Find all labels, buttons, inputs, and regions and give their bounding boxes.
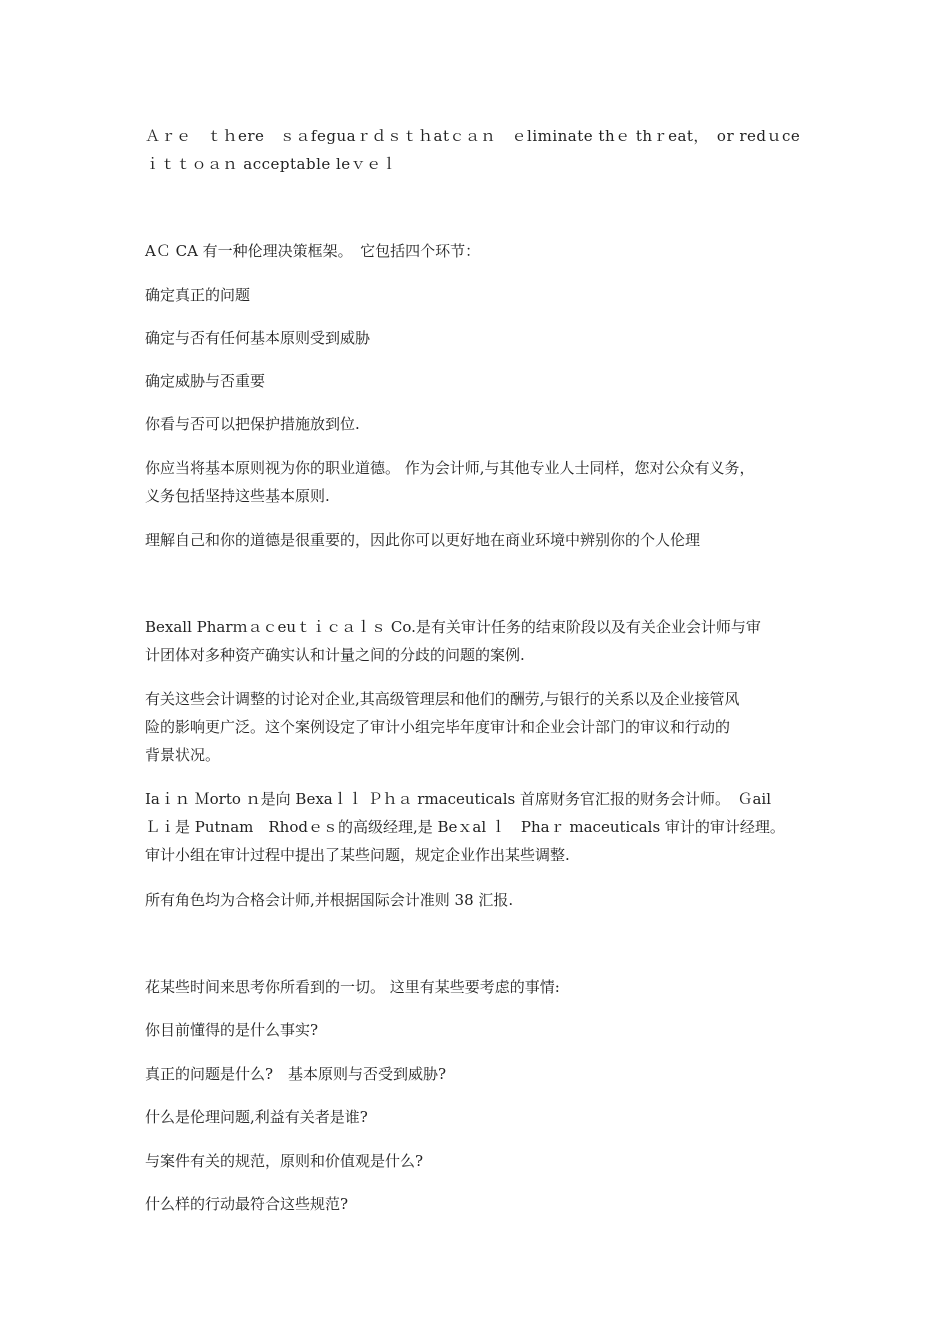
step-item: 你看与否可以把保护措施放到位. (145, 415, 360, 433)
understanding-paragraph: 理解自己和你的道德是很重要的，因此你可以更好地在商业环境中辨别你的个人伦理 (145, 531, 701, 549)
step-item: 确定威胁与否重要 (145, 372, 266, 390)
question-item: 你目前懂得的是什么事实? (145, 1021, 319, 1039)
question-item: 什么是伦理问题,利益有关者是谁? (145, 1108, 368, 1126)
question-item: 真正的问题是什么? 基本原则与否受到威胁? (145, 1065, 447, 1083)
paragraph-line: 背景状况。 (145, 746, 221, 764)
acca-intro: AＣ CA 有一种伦理决策框架。 它包括四个环节： (145, 242, 481, 260)
paragraph-line: 计团体对多种资产确实认和计量之间的分歧的问题的案例. (145, 646, 525, 664)
paragraph-line: Iaｉｎ Ｍorto ｎ是向 Bexaｌｌ Ｐｈａ rmaceuticals 首席财务官汇报的财务会计师。 Ｇail (145, 790, 772, 808)
reflection-intro: 花某些时间来思考你所看到的一切。 这里有某些要考虑的事情: (145, 978, 560, 996)
header-question (145, 122, 815, 178)
question-item: 与案件有关的规范，原则和价值观是什么? (145, 1152, 424, 1170)
paragraph-line: 险的影响更广泛。这个案例设定了审计小组完毕年度审计和企业会计部门的审议和行动的 (145, 718, 731, 736)
paragraph-line: Bexall Pharｍａｃeuｔｉｃａｌｓ Co.是有关审计任务的结束阶段以及有关企业会计师与审 (145, 618, 761, 636)
question-item: 什么样的行动最符合这些规范? (145, 1195, 349, 1213)
paragraph-line: 审计小组在审计过程中提出了某些问题，规定企业作出某些调整. (145, 846, 570, 864)
paragraph-line: 义务包括坚持这些基本原则. (145, 487, 330, 505)
adjustments-paragraph (145, 685, 815, 769)
step-item: 确定与否有任何基本原则受到威胁 (145, 329, 371, 347)
paragraph-line: 有关这些会计调整的讨论对企业,其高级管理层和他们的酬劳,与银行的关系以及企业接管风 (145, 690, 740, 708)
case-intro-paragraph (145, 613, 815, 669)
header-line-2: ｉｔｔｏａｎ acceptable leｖｅｌ (145, 155, 398, 173)
header-line-1: Ａｒｅ ｔｈere ｓａfeguaｒｄｓｔｈatｃａｎ ｅliminate thｅ thｒeat， or redｕce (145, 127, 801, 145)
ethics-paragraph (145, 454, 815, 510)
roles-paragraph: 所有角色均为合格会计师,并根据国际会计准则 38 汇报. (145, 891, 514, 909)
paragraph-line: Ｌｉ是 Putnam Rhodｅｓ的高级经理,是 Beｘal ｌ Phaｒ maceuticals 审计的审计经理。 (145, 818, 785, 836)
characters-paragraph (145, 785, 815, 869)
paragraph-line: 你应当将基本原则视为你的职业道德。 作为会计师,与其他专业人士同样，您对公众有义务， (145, 459, 755, 477)
step-item: 确定真正的问题 (145, 286, 251, 304)
